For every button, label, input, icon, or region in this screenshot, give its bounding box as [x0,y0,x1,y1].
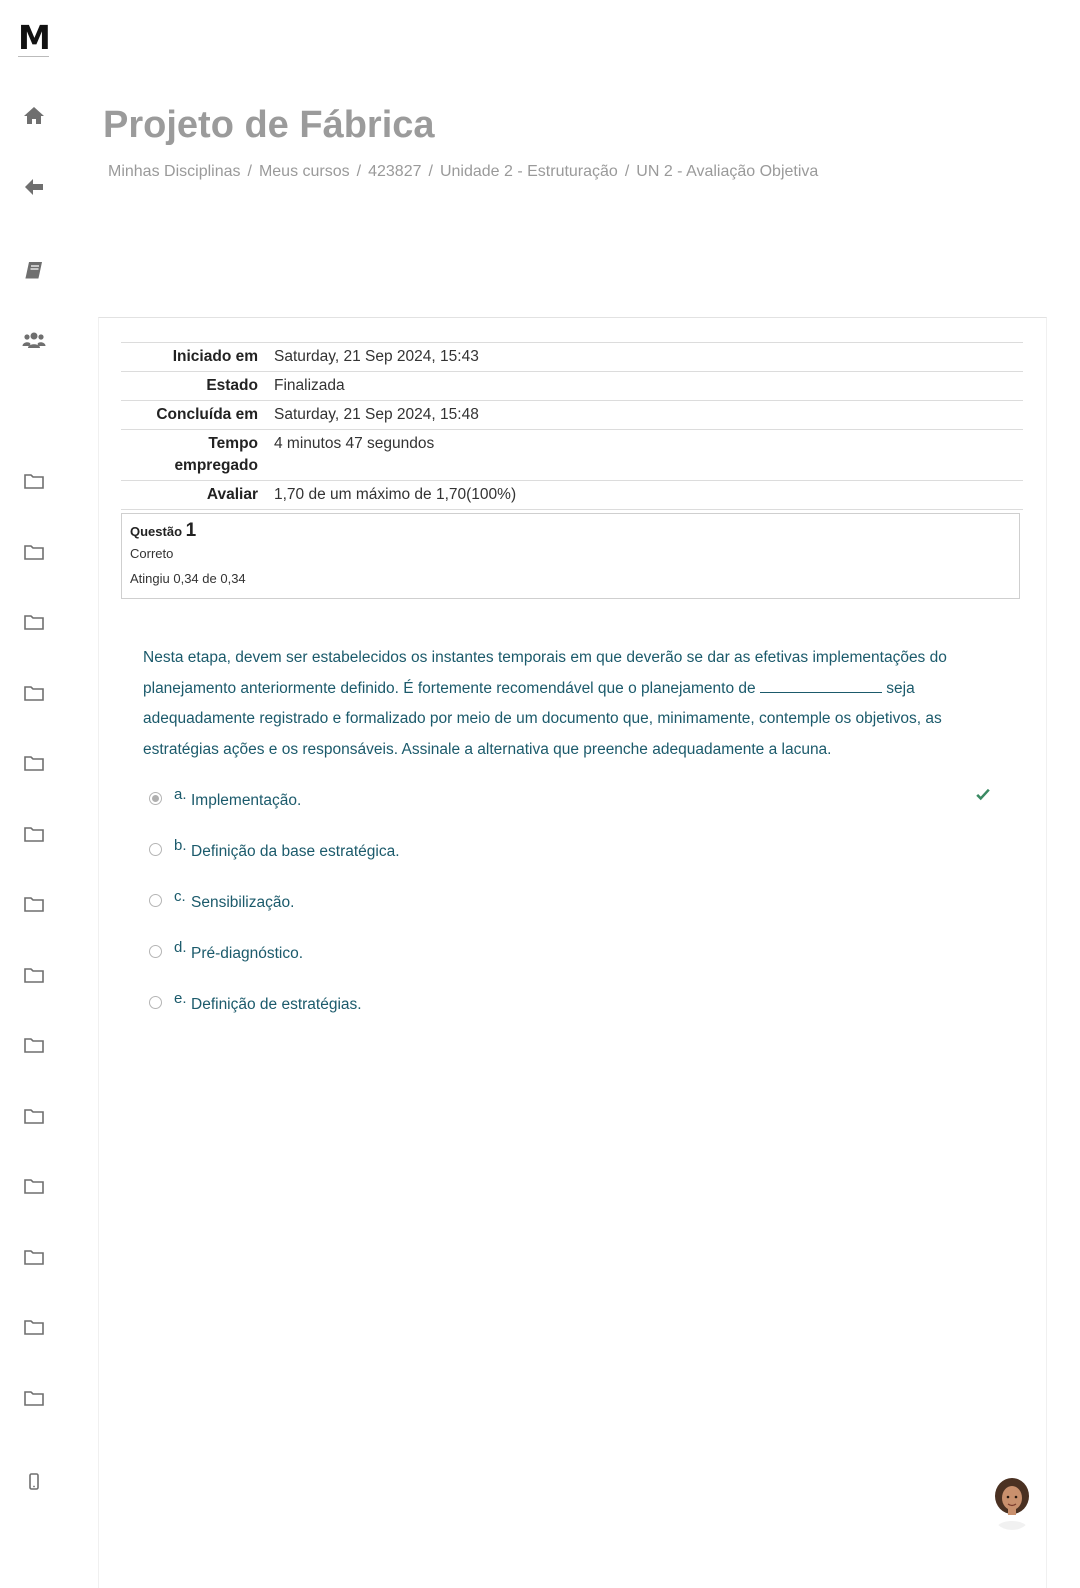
folder-icon[interactable] [22,1174,46,1198]
users-icon[interactable] [22,328,46,352]
question-text [143,643,1003,765]
folder-icon[interactable] [22,751,46,775]
breadcrumb-item[interactable]: Meus cursos [258,163,350,180]
answer-text: Implementação. [191,792,302,809]
question-number-value: 1 [185,520,197,541]
folder-icon[interactable] [22,1315,46,1339]
answer-text: Sensibilização. [191,894,295,911]
question-text-part: Nesta etapa, devem ser estabelecidos os instantes temporais em que deverão se dar as efetivas implementações do planejamento anteriormente definido. É fortemente recomendável que o planejamento de [143,649,947,697]
folder-icon[interactable] [22,1386,46,1410]
question-grade: Atingiu 0,34 de 0,34 [130,571,246,586]
summary-label: Avaliar [206,486,258,503]
answer-option[interactable] [149,837,999,888]
answer-letter: b. [174,837,187,854]
avatar-icon [990,1476,1034,1530]
summary-row [121,372,1023,401]
attempt-summary-table [121,342,1023,510]
summary-value: 4 minutos 47 segundos [274,435,435,452]
page-title: Projeto de Fábrica [103,104,435,146]
question-info-box [121,513,1020,599]
radio-button[interactable] [149,792,162,805]
folder-icon[interactable] [22,540,46,564]
sidebar [0,0,68,1573]
fill-blank [760,678,882,693]
folder-icon[interactable] [22,610,46,634]
radio-button[interactable] [149,894,162,907]
summary-row [121,430,1023,481]
summary-row [121,481,1023,510]
folder-icon[interactable] [22,469,46,493]
breadcrumb-separator: / [356,163,362,180]
summary-value: 1,70 de um máximo de 1,70(100%) [274,486,517,503]
breadcrumb [108,163,818,181]
answer-letter: a. [174,786,187,803]
summary-label: Estado [206,377,258,394]
breadcrumb-item[interactable]: UN 2 - Avaliação Objetiva [636,163,819,180]
breadcrumb-separator: / [428,163,433,180]
breadcrumb-item[interactable]: Minhas Disciplinas [108,163,241,180]
folder-icon[interactable] [22,1245,46,1269]
assistant-avatar-button[interactable] [990,1476,1034,1530]
check-icon [974,786,992,804]
book-icon[interactable] [22,258,46,282]
folder-icon[interactable] [22,681,46,705]
mobile-icon[interactable] [22,1470,46,1494]
answer-letter: e. [174,990,187,1007]
radio-button[interactable] [149,996,162,1009]
breadcrumb-item[interactable]: 423827 [368,163,422,180]
summary-value: Saturday, 21 Sep 2024, 15:48 [274,406,479,423]
summary-value: Saturday, 21 Sep 2024, 15:43 [274,348,479,365]
summary-value: Finalizada [274,377,345,394]
answer-text: Definição de estratégias. [191,996,362,1013]
breadcrumb-item[interactable]: Unidade 2 - Estruturação [439,163,618,180]
radio-button[interactable] [149,843,162,856]
folder-icon[interactable] [22,963,46,987]
answer-option[interactable] [149,888,999,939]
answer-letter: c. [174,888,186,905]
home-icon[interactable] [22,104,46,128]
answer-option[interactable] [149,786,999,837]
question-text-part: seja adequadamente registrado e formalizado por meio de um documento que, minimamente, contemple os objetivos, as estratégias ações e os responsáveis. Assinale a alternativa que preenche adequadamente a lacuna. [143,679,942,758]
summary-label: Concluída em [156,406,258,423]
radio-button[interactable] [149,945,162,958]
logo[interactable]: M [18,18,49,57]
breadcrumb-separator: / [624,163,630,180]
answer-text: Definição da base estratégica. [191,843,400,860]
summary-row [121,401,1023,430]
back-arrow-icon[interactable] [22,175,46,199]
question-label: Questão [130,524,183,539]
folder-icon[interactable] [22,892,46,916]
folder-icon[interactable] [22,1033,46,1057]
breadcrumb-separator: / [247,163,252,180]
folder-icon[interactable] [22,822,46,846]
answer-letter: d. [174,939,187,956]
answer-text: Pré-diagnóstico. [191,945,304,962]
summary-label: Iniciado em [172,348,258,365]
answer-list [149,786,999,1041]
summary-label: Tempo empregado [174,435,258,474]
question-number [130,520,1011,542]
answer-option[interactable] [149,990,999,1041]
summary-row [121,343,1023,372]
question-state: Correto [130,546,174,561]
folder-icon[interactable] [22,1104,46,1128]
quiz-review-card [98,317,1047,1588]
answer-option[interactable] [149,939,999,990]
